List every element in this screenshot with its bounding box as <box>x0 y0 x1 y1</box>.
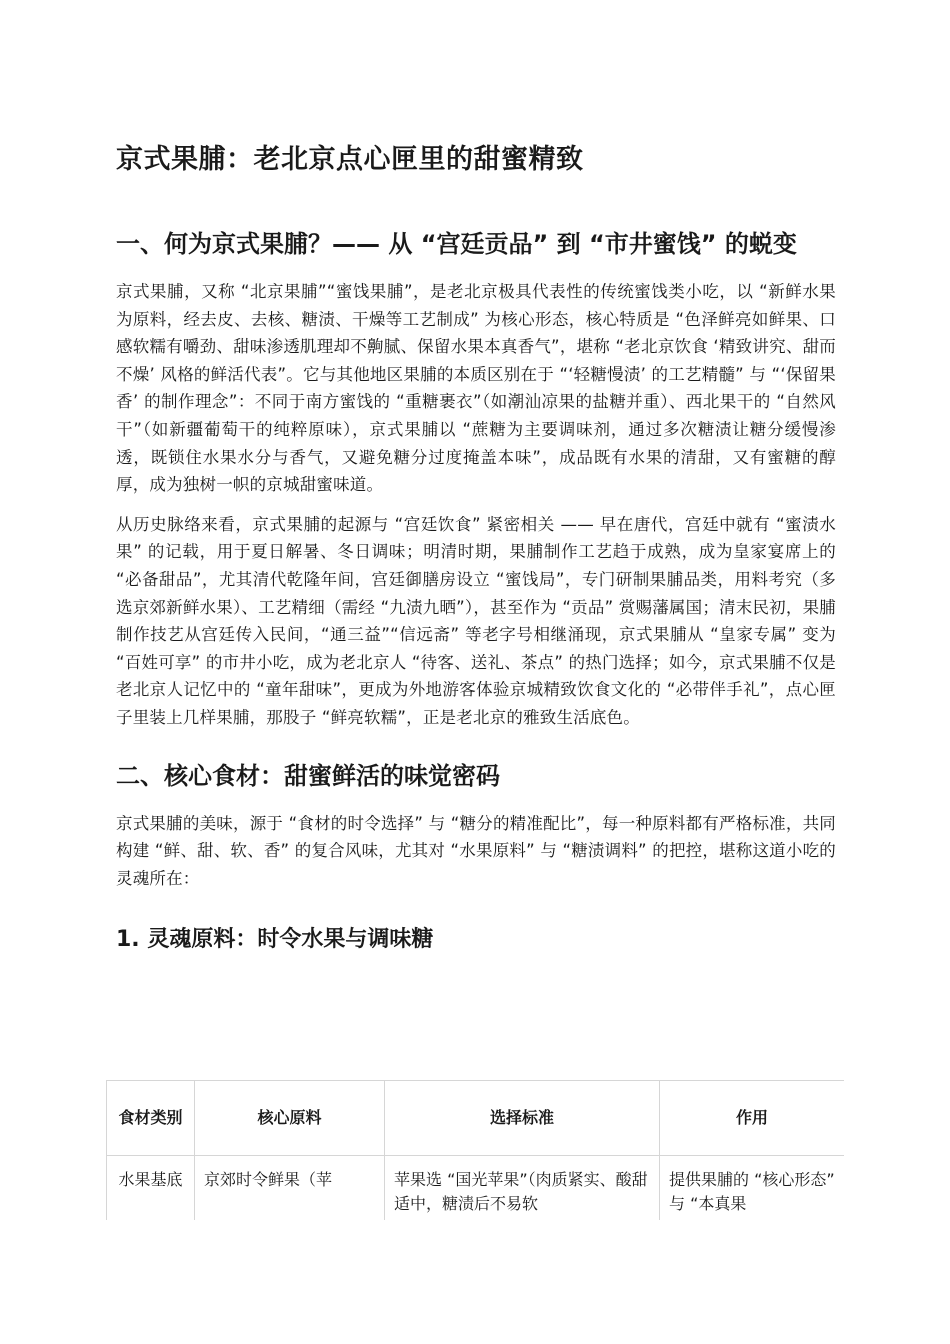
section-2-heading: 二、核心食材：甜蜜鲜活的味觉密码 <box>116 761 500 790</box>
ingredients-table-container <box>106 1080 844 1220</box>
section-1-heading: 一、何为京式果脯？—— 从 “宫廷贡品” 到 “市井蜜饯” 的蜕变 <box>116 230 797 258</box>
table-header-cell: 核心原料 <box>195 1081 385 1156</box>
section-1-paragraph-1: 京式果脯，又称 “北京果脯”“蜜饯果脯”，是老北京极具代表性的传统蜜饯类小吃，以 “新鲜水果为原料，经去皮、去核、糖渍、干燥等工艺制成” 为核心形态，核心特质是 “色泽鲜亮如鲜果、口感软糯有嚼劲、甜味渗透肌理却不齁腻、保留水果本真香气”，堪称 “老北京饮食 ‘精致讲究、甜而不燥’ 风格的鲜活代表”。它与其他地区果脯的本质区别在于 “‘轻糖慢渍’ 的工艺精髓” 与 “‘保留果香’ 的制作理念”：不同于南方蜜饯的 “重糖裹衣”（如潮汕凉果的盐糖并重）、西北果干的 “自然风干”（如新疆葡萄干的纯粹原味），京式果脯以 “蔗糖为主要调味剂，通过多次糖渍让糖分缓慢渗透，既锁住水果水分与香气，又避免糖分过度掩盖本味”，成品既有水果的清甜，又有蜜糖的醇厚，成为独树一帜的京城甜蜜味道。 <box>116 282 836 495</box>
table-cell: 提供果脯的 “核心形态” 与 “本真果 <box>660 1156 845 1221</box>
table-row <box>107 1156 845 1221</box>
table-cell: 水果基底 <box>107 1156 195 1221</box>
section-2-paragraph: 京式果脯的美味，源于 “食材的时令选择” 与 “糖分的精准配比”，每一种原料都有严格标准，共同构建 “鲜、甜、软、香” 的复合风味，尤其对 “水果原料” 与 “糖渍调料” 的把控，堪称这道小吃的灵魂所在： <box>116 813 836 888</box>
section-1-paragraph-2: 从历史脉络来看，京式果脯的起源与 “宫廷饮食” 紧密相关 —— 早在唐代，宫廷中就有 “蜜渍水果” 的记载，用于夏日解暑、冬日调味；明清时期，果脯制作工艺趋于成熟，成为皇家宴席上的 “必备甜品”，尤其清代乾隆年间，宫廷御膳房设立 “蜜饯局”，专门研制果脯品类，用料考究（多选京郊新鲜水果）、工艺精细（需经 “九渍九晒”），甚至作为 “贡品” 赏赐藩属国；清末民初，果脯制作技艺从宫廷传入民间，“通三益”“信远斋” 等老字号相继涌现，京式果脯从 “皇家专属” 变为 “百姓可享” 的市井小吃，成为老北京人 “待客、送礼、茶点” 的热门选择；如今，京式果脯不仅是老北京人记忆中的 “童年甜味”，更成为外地游客体验京城精致饮食文化的 “必带伴手礼”，点心匣子里装上几样果脯，那股子 “鲜亮软糯”，正是老北京的雅致生活底色。 <box>116 514 836 727</box>
table-cell: 苹果选 “国光苹果”（肉质紧实、酸甜适中，糖渍后不易软 <box>385 1156 660 1221</box>
subsection-heading: 1. 灵魂原料：时令水果与调味糖 <box>116 927 434 953</box>
table-cell: 京郊时令鲜果（苹 <box>195 1156 385 1221</box>
document-page <box>116 140 836 958</box>
table-header-cell: 食材类别 <box>107 1081 195 1156</box>
document-title: 京式果脯：老北京点心匣里的甜蜜精致 <box>116 144 584 175</box>
ingredients-table <box>106 1080 844 1220</box>
table-header-cell: 选择标准 <box>385 1081 660 1156</box>
table-header-cell: 作用 <box>660 1081 845 1156</box>
table-header-row <box>107 1081 845 1156</box>
